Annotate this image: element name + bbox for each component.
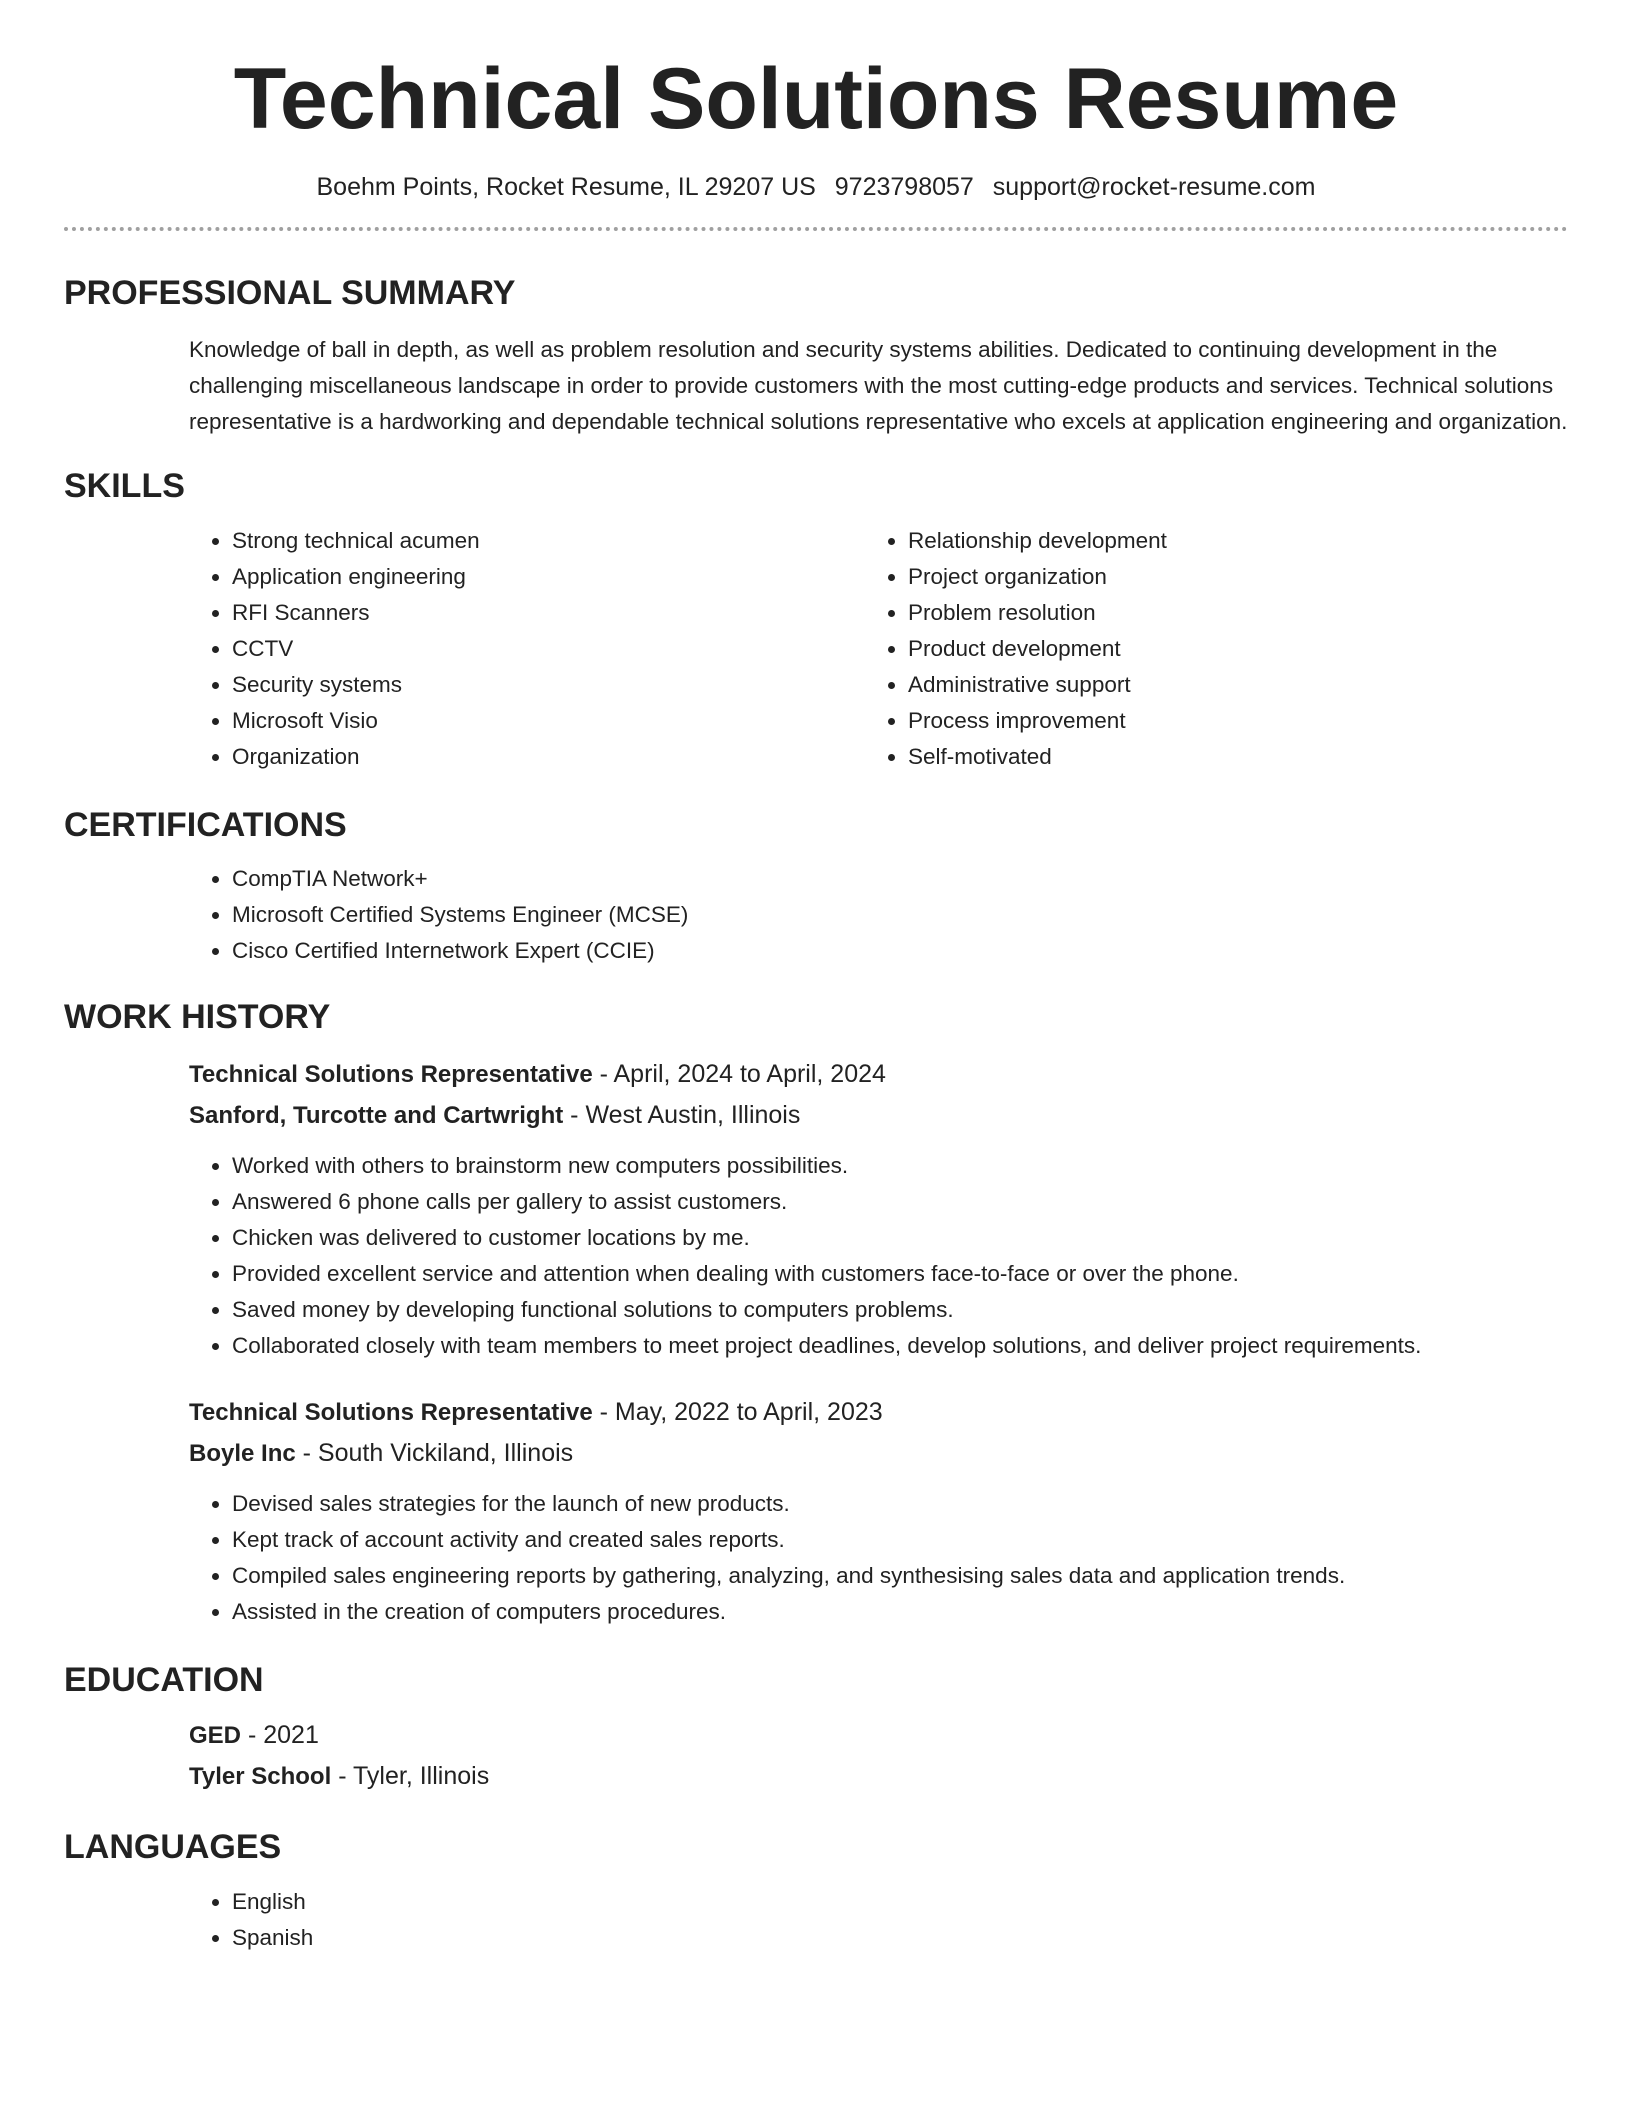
language-item: • English <box>232 1884 1568 1920</box>
job-bullets <box>189 1486 1568 1630</box>
certification-item: • Cisco Certified Internetwork Expert (CCIE) <box>232 933 1568 969</box>
education-year: - 2021 <box>241 1721 319 1750</box>
skills-column-right <box>865 523 1568 775</box>
job-title: Technical Solutions Representative <box>189 1061 593 1089</box>
job-bullet: • Answered 6 phone calls per gallery to assist customers. <box>232 1184 1568 1220</box>
header-divider <box>64 227 1568 231</box>
job-bullet: • Compiled sales engineering reports by gathering, analyzing, and synthesising sales data and application trends. <box>232 1558 1568 1594</box>
job-title: Technical Solutions Representative <box>189 1399 593 1427</box>
job-company-line <box>189 1095 1568 1136</box>
education-entry <box>189 1715 1568 1797</box>
skill-item: • Process improvement <box>908 703 1568 739</box>
job-bullet: • Kept track of account activity and created sales reports. <box>232 1522 1568 1558</box>
resume-title: Technical Solutions Resume <box>233 51 1399 147</box>
skill-item: • Application engineering <box>232 559 865 595</box>
job-title-line <box>189 1392 1568 1433</box>
skill-item: • Administrative support <box>908 667 1568 703</box>
job-bullet: • Saved money by developing functional solutions to computers problems. <box>232 1292 1568 1328</box>
skill-item: • RFI Scanners <box>232 595 865 631</box>
job-company-line <box>189 1433 1568 1474</box>
education-heading: EDUCATION <box>64 1661 264 1700</box>
skill-item: • Self-motivated <box>908 739 1568 775</box>
education-degree: GED <box>189 1722 242 1750</box>
education-school-line <box>189 1756 1568 1797</box>
certifications-heading: CERTIFICATIONS <box>64 805 347 844</box>
job-location: - West Austin, Illinois <box>563 1101 801 1130</box>
skill-item: • Product development <box>908 631 1568 667</box>
education-school: Tyler School <box>189 1763 332 1791</box>
skill-item: • Problem resolution <box>908 595 1568 631</box>
job-bullet: • Assisted in the creation of computers procedures. <box>232 1594 1568 1630</box>
education-location: - Tyler, Illinois <box>331 1762 490 1791</box>
education-degree-line <box>189 1715 1568 1756</box>
job-company: Sanford, Turcotte and Cartwright <box>189 1102 564 1130</box>
job-dates: - May, 2022 to April, 2023 <box>592 1398 883 1427</box>
job-company: Boyle Inc <box>189 1440 296 1468</box>
certifications-list <box>189 861 1568 969</box>
summary-heading: PROFESSIONAL SUMMARY <box>64 274 516 313</box>
job-bullet: • Chicken was delivered to customer locations by me. <box>232 1220 1568 1256</box>
job-entry <box>189 1392 1568 1630</box>
job-location: - South Vickiland, Illinois <box>295 1439 574 1468</box>
job-bullets <box>189 1148 1568 1364</box>
contact-address: Boehm Points, Rocket Resume, IL 29207 US <box>316 172 816 201</box>
certification-item: • CompTIA Network+ <box>232 861 1568 897</box>
job-title-line <box>189 1054 1568 1095</box>
languages-heading: LANGUAGES <box>64 1828 282 1867</box>
language-item: • Spanish <box>232 1920 1568 1956</box>
contact-phone: 9723798057 <box>834 172 974 201</box>
job-entry <box>189 1054 1568 1364</box>
certification-item: • Microsoft Certified Systems Engineer (MCSE) <box>232 897 1568 933</box>
skills-list <box>189 523 1568 775</box>
skill-item: • Microsoft Visio <box>232 703 865 739</box>
job-dates: - April, 2024 to April, 2024 <box>592 1060 886 1089</box>
summary-text: Knowledge of ball in depth, as well as problem resolution and security systems abilities. Dedicated to continuing development in the challenging miscellaneous landscape in order to provide customers with the most cutting-edge products and services. Technical solutions representative is a hardworking and dependable technical solutions representative who excels at application engineering and organization. <box>189 336 1568 434</box>
skills-heading: SKILLS <box>64 466 185 505</box>
work-history-heading: WORK HISTORY <box>64 998 331 1037</box>
skill-item: • Project organization <box>908 559 1568 595</box>
skill-item: • Security systems <box>232 667 865 703</box>
job-bullet: • Provided excellent service and attention when dealing with customers face-to-face or over the phone. <box>232 1256 1568 1292</box>
languages-list <box>189 1884 1568 1956</box>
skills-column-left <box>189 523 865 775</box>
contact-info <box>64 171 1568 204</box>
job-bullet: • Collaborated closely with team members to meet project deadlines, develop solutions, and deliver project requirements. <box>232 1328 1568 1364</box>
skill-item: • Relationship development <box>908 523 1568 559</box>
job-bullet: • Worked with others to brainstorm new computers possibilities. <box>232 1148 1568 1184</box>
skill-item: • Organization <box>232 739 865 775</box>
skill-item: • Strong technical acumen <box>232 523 865 559</box>
job-bullet: • Devised sales strategies for the launch of new products. <box>232 1486 1568 1522</box>
contact-email: support@rocket-resume.com <box>992 172 1316 201</box>
skill-item: • CCTV <box>232 631 865 667</box>
